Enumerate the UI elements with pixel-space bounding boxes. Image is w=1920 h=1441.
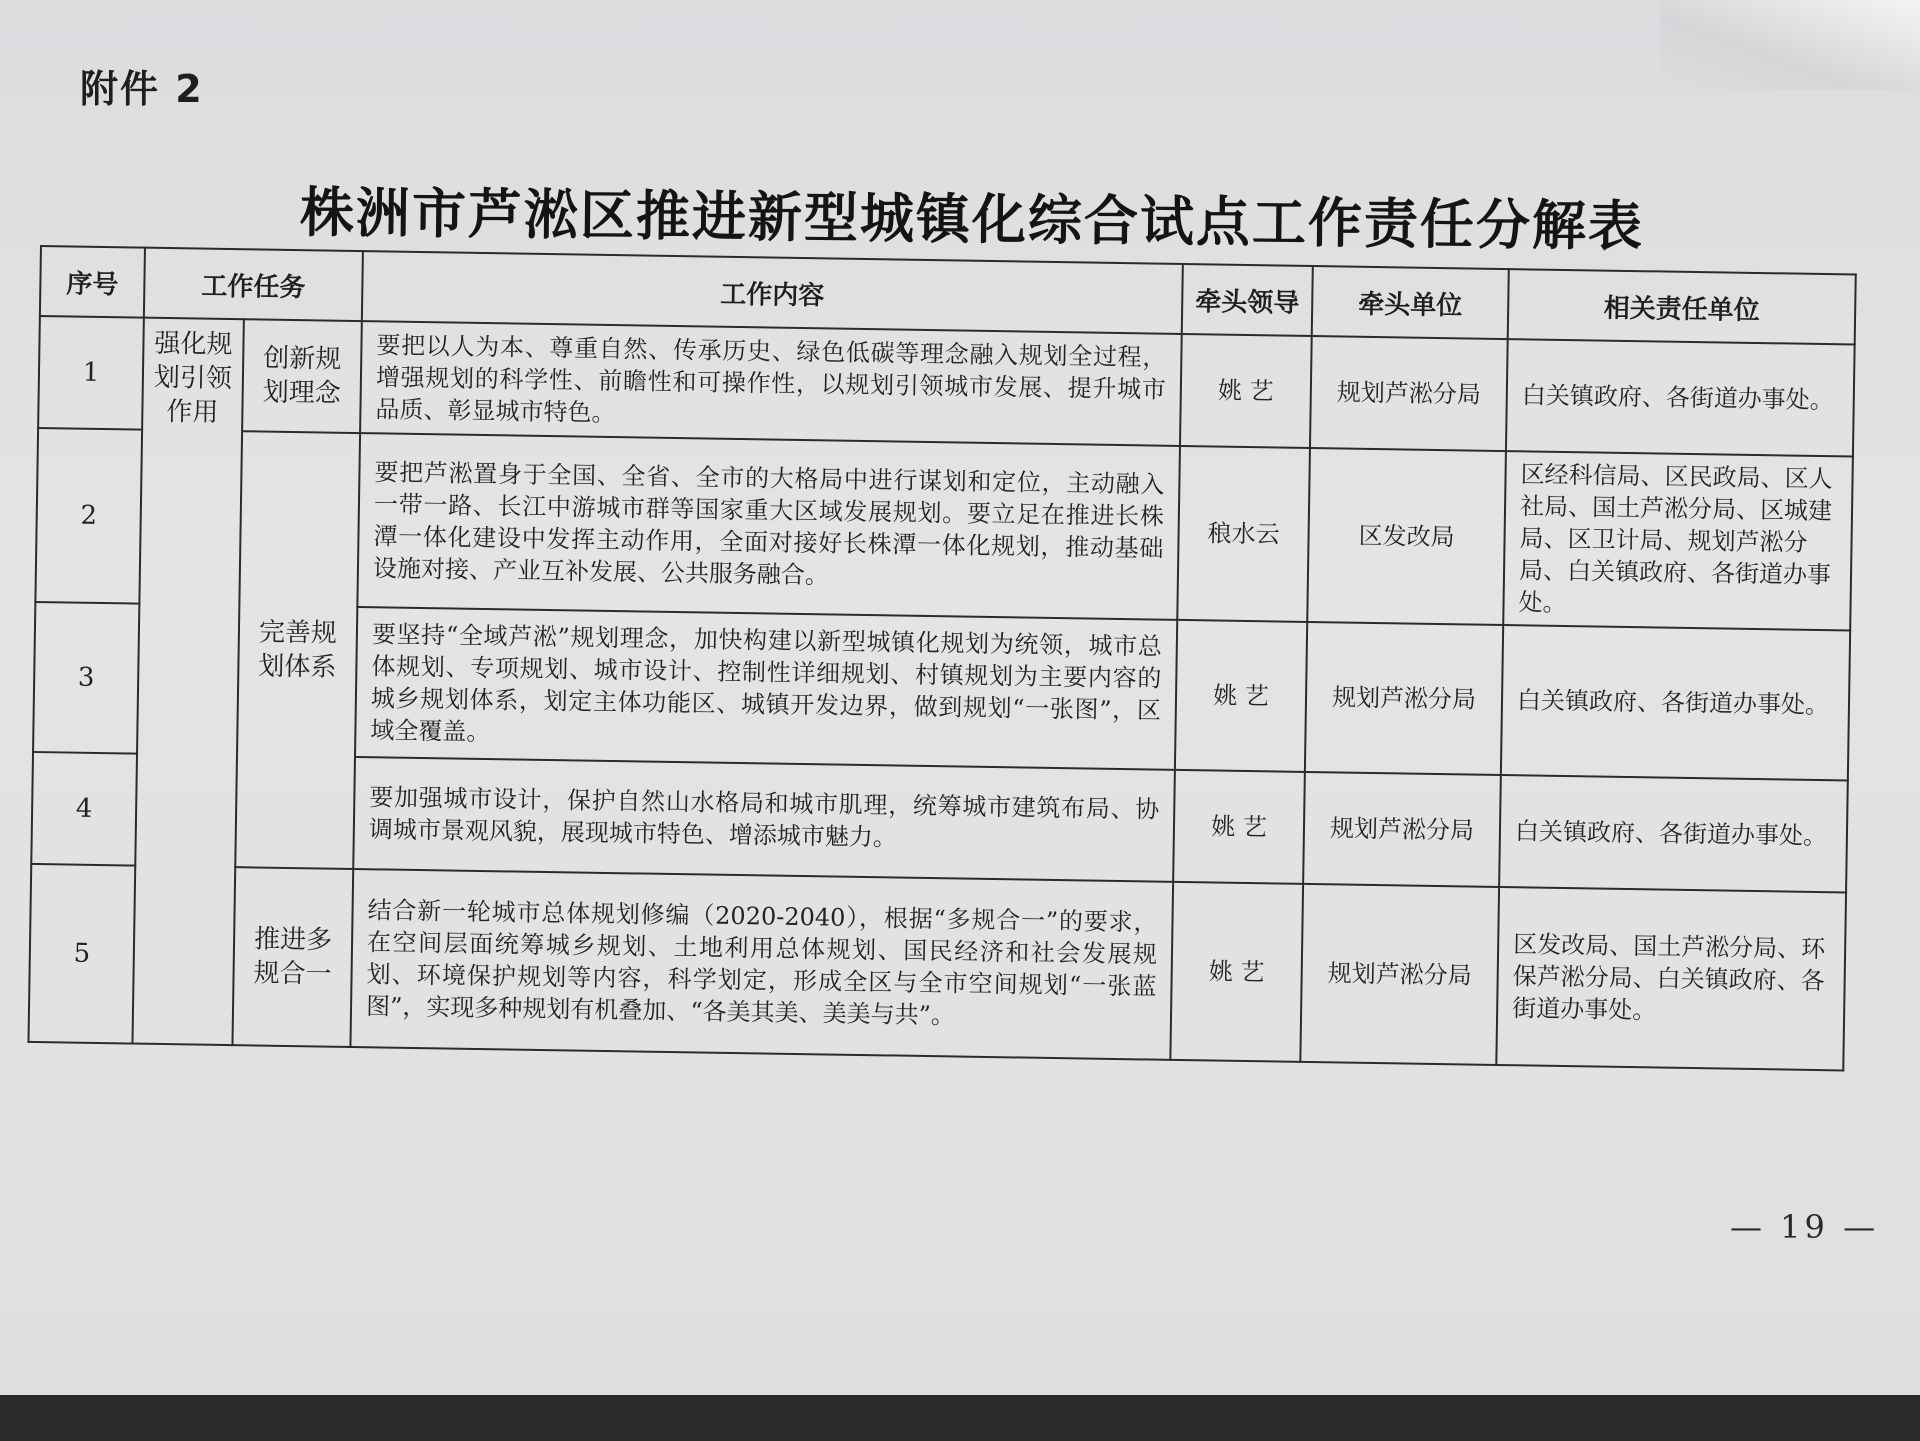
row-seq: 1	[38, 316, 144, 430]
row-seq: 4	[31, 752, 137, 866]
row-unit: 区发改局	[1307, 448, 1506, 625]
header-leader: 牵头领导	[1182, 264, 1313, 336]
row-seq: 3	[33, 602, 139, 754]
row-leader: 姚 艺	[1180, 334, 1312, 448]
table-row	[28, 864, 1846, 1070]
header-task: 工作任务	[144, 248, 363, 321]
row-seq: 5	[28, 864, 135, 1044]
page-number: — 19 —	[1730, 1208, 1880, 1246]
row-leader: 姚 艺	[1175, 620, 1307, 772]
row-unit: 规划芦淞分局	[1310, 336, 1508, 451]
subtask-cell: 推进多规合一	[232, 867, 353, 1047]
document-title: 株洲市芦淞区推进新型城镇化综合试点工作责任分解表	[299, 180, 1645, 259]
row-content: 结合新一轮城市总体规划修编（2020-2040），根据“多规合一”的要求，在空间层面统筹城乡规划、土地利用总体规划、国民经济和社会发展规划、环境保护规划等内容，科学划定，形成全区与全市空间规划“一张蓝图”，实现多种规划有机叠加、“各美其美、美美与共”。	[350, 869, 1173, 1060]
row-related: 区经科信局、区民政局、区人社局、国土芦淞分局、区城建局、区卫计局、规划芦淞分局、白关镇政府、各街道办事处。	[1503, 451, 1853, 630]
table-row	[35, 428, 1853, 630]
row-content: 要加强城市设计，保护自然山水格局和城市肌理，统筹城市建筑布局、协调城市景观风貌，展现城市特色、增添城市魅力。	[353, 757, 1175, 882]
row-seq: 2	[35, 428, 142, 604]
row-content: 要把芦淞置身于全国、全省、全市的大格局中进行谋划和定位，主动融入一带一路、长江中游城市群等国家重大区域发展规划。要立足在推进长株潭一体化建设中发挥主动作用，全面对接好长株潭一体化规划，推动基础设施对接、产业互补发展、公共服务融合。	[357, 433, 1180, 620]
row-content: 要坚持“全域芦淞”规划理念，加快构建以新型城镇化规划为统领，城市总体规划、专项规划、城市设计、控制性详细规划、村镇规划为主要内容的城乡规划体系，划定主体功能区、城镇开发边界，做到规划“一张图”，区域全覆盖。	[355, 607, 1177, 770]
header-related: 相关责任单位	[1508, 269, 1856, 344]
subtask-cell: 完善规划体系	[235, 431, 360, 869]
responsibility-table-wrapper	[27, 245, 1854, 1071]
row-leader: 姚 艺	[1170, 882, 1303, 1062]
row-related: 白关镇政府、各街道办事处。	[1501, 625, 1850, 780]
responsibility-table	[27, 245, 1856, 1071]
subtask-cell: 创新规划理念	[242, 319, 362, 433]
header-unit: 牵头单位	[1312, 266, 1509, 339]
row-related: 白关镇政府、各街道办事处。	[1506, 339, 1855, 456]
row-content: 要把以人为本、尊重自然、传承历史、绿色低碳等理念融入规划全过程，增强规划的科学性、前瞻性和可操作性，以规划引领城市发展、提升城市品质、彰显城市特色。	[360, 321, 1182, 446]
header-seq: 序号	[40, 246, 145, 318]
row-unit: 规划芦淞分局	[1303, 772, 1501, 887]
row-leader: 稂水云	[1177, 446, 1310, 622]
row-unit: 规划芦淞分局	[1305, 622, 1503, 775]
attachment-label: 附件 2	[80, 67, 204, 111]
row-unit: 规划芦淞分局	[1300, 884, 1499, 1065]
row-leader: 姚 艺	[1173, 770, 1305, 884]
row-related: 区发改局、国土芦淞分局、环保芦淞分局、白关镇政府、各街道办事处。	[1496, 887, 1846, 1070]
header-content: 工作内容	[362, 251, 1183, 334]
row-related: 白关镇政府、各街道办事处。	[1499, 775, 1848, 892]
main-task-cell: 强化规划引领作用	[132, 318, 243, 1045]
page-curl-shadow	[1660, 0, 1920, 90]
